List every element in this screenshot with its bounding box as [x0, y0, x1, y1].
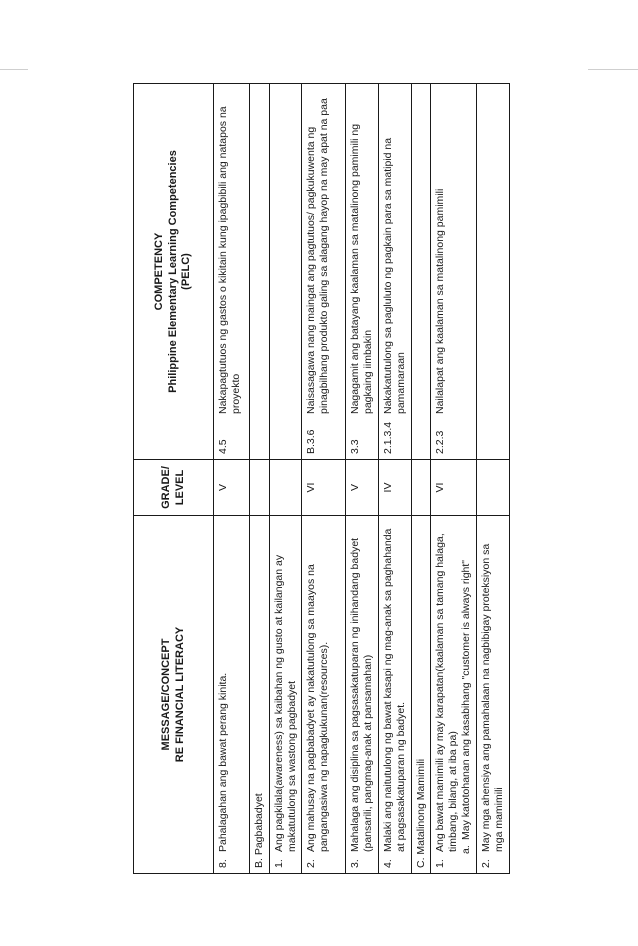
table-row [214, 84, 250, 874]
grade-header: GRADE/ LEVEL [134, 460, 214, 516]
table-row [346, 84, 379, 874]
competency-cell: 2.1.3.4 Nakakatutulong sa pagluluto ng pagkain para sa matipid na pamamaraan [378, 84, 411, 460]
section-row [411, 84, 431, 874]
message-cell: 2. Ang mahusay na pagbabadyet ay nakatutulong sa maayos na pangangasiwa ng napagkukunan(resources). [302, 516, 346, 874]
grade-cell: IV [378, 460, 411, 516]
message-cell: 1. Ang pagkilala(awareness) sa kaibahan ng gusto at kailangan ay makatutulong sa wastong pagbadyet [269, 516, 302, 874]
table-row [477, 84, 510, 874]
competency-cell: 4.5 Nakapagtutuos ng gastos o kikitain kung ipagbibili ang natapos na proyekto [214, 84, 250, 460]
table-header-row [134, 84, 214, 874]
message-cell: 4. Malaki ang naitutulong ng bawat kasapi ng mag-anak sa paghahanda at pagsasakatuparan ng badyet. [378, 516, 411, 874]
competency-cell: 2.2.3 Nailalapat ang kaalaman sa matalinong pamimili [431, 84, 477, 460]
scan-edge-mark-left [0, 69, 28, 70]
grade-cell [269, 460, 302, 516]
grade-cell: V [346, 460, 379, 516]
table-row [431, 84, 477, 874]
grade-cell [477, 460, 510, 516]
grade-cell: V [214, 460, 250, 516]
rotated-page [133, 84, 506, 874]
competency-cell: B.3.6 Naisasagawa nang maingat ang pagtutuos/ pagkukuwenta ng pinagbilhang produkto galing sa alagang hayop na may apat na paa [302, 84, 346, 460]
message-cell: 2. May mga ahensiya ang pamahalaan na nagbibigay proteksiyon sa mga mamimili [477, 516, 510, 874]
grade-cell: VI [302, 460, 346, 516]
competency-header: COMPETENCY Philippine Elementary Learning Competencies (PELC) [134, 84, 214, 460]
message-cell: 1. Ang bawat mamimili ay may karapatan(kaalaman sa tamang halaga, timbang, bilang, at iba pa) a. May katotohanan ang kasabihang "customer is always right" [431, 516, 477, 874]
table-row [302, 84, 346, 874]
competency-cell [269, 84, 302, 460]
section-label: C. Matalinong Mamimili [411, 516, 431, 874]
message-header: MESSAGE/CONCEPT RE FINANCIAL LITERACY [134, 516, 214, 874]
section-row [250, 84, 270, 874]
competency-cell [477, 84, 510, 460]
table-row [378, 84, 411, 874]
competency-table [133, 83, 510, 874]
section-label: B. Pagbabadyet [250, 516, 270, 874]
scan-edge-mark-right [588, 69, 638, 70]
competency-cell: 3.3 Nagagamit ang batayang kaalaman sa matalinong pamimili ng pagkaing iimbakin [346, 84, 379, 460]
message-cell: 8. Pahalagahan ang bawat perang kinita. [214, 516, 250, 874]
message-cell: 3. Mahalaga ang disiplina sa pagsasakatuparan ng inihandang badyet (pansarili, pangmag-anak at pansamahan) [346, 516, 379, 874]
table-row [269, 84, 302, 874]
grade-cell: VI [431, 460, 477, 516]
